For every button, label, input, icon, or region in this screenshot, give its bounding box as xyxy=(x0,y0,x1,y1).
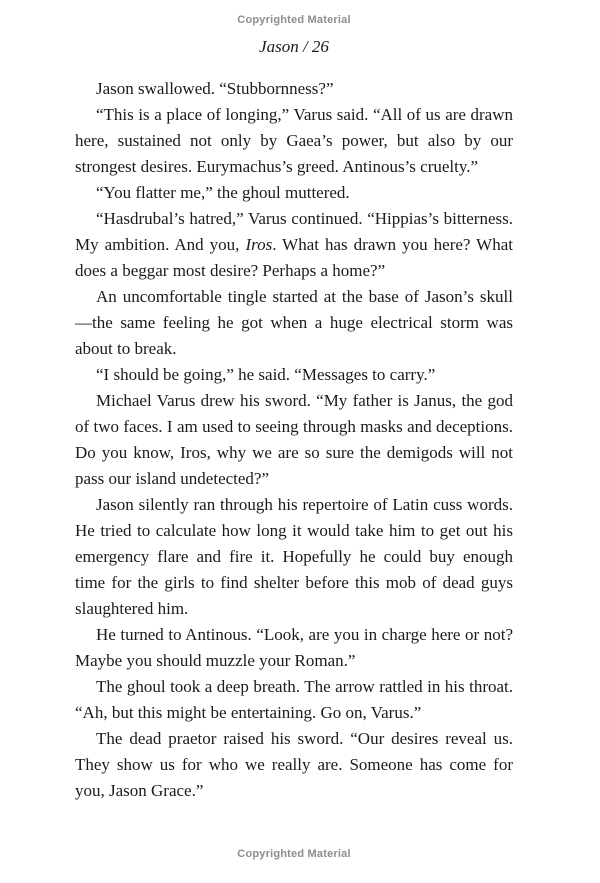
running-head: Jason / 26 xyxy=(259,37,329,56)
italic-run: Iros xyxy=(245,235,273,254)
paragraph xyxy=(75,388,513,492)
paragraph xyxy=(75,726,513,804)
text-run: “Hasdrubal’s hatred,” Varus continued. “Hippias’s bitterness. My ambition. And you, xyxy=(75,209,513,254)
paragraph xyxy=(75,622,513,674)
paragraph xyxy=(75,102,513,180)
text-run: Jason swallowed. “Stubbornness?” xyxy=(96,79,334,98)
text-run: Michael Varus drew his sword. “My father is Janus, the god of two faces. I am used to seeing through masks and deceptions. Do you know, Iros, why we are so sure the demigods will not pass our island undetected?” xyxy=(75,391,513,488)
text-run: He turned to Antinous. “Look, are you in charge here or not? Maybe you should muzzle your Roman.” xyxy=(75,625,513,670)
text-run: “I should be going,” he said. “Messages to carry.” xyxy=(96,365,436,384)
text-run: “This is a place of longing,” Varus said. “All of us are drawn here, sustained not only by Gaea’s power, but also by our strongest desires. Eurymachus’s greed. Antinous’s cruelty.” xyxy=(75,105,513,176)
text-run: An uncomfortable tingle started at the base of Jason’s skull—the same feeling he got when a huge electrical storm was about to break. xyxy=(75,287,513,358)
text-run: The dead praetor raised his sword. “Our desires reveal us. They show us for who we really are. Someone has come for you, Jason Grace.” xyxy=(75,729,513,800)
body-text xyxy=(75,76,513,804)
copyright-notice-bottom: Copyrighted Material xyxy=(237,848,351,860)
paragraph xyxy=(75,284,513,362)
paragraph xyxy=(75,674,513,726)
copyright-notice-top: Copyrighted Material xyxy=(237,14,351,26)
paragraph xyxy=(75,492,513,622)
text-run: The ghoul took a deep breath. The arrow rattled in his throat. “Ah, but this might be entertaining. Go on, Varus.” xyxy=(75,677,513,722)
paragraph xyxy=(75,180,513,206)
text-run: “You flatter me,” the ghoul muttered. xyxy=(96,183,350,202)
paragraph xyxy=(75,206,513,284)
text-run: Jason silently ran through his repertoire of Latin cuss words. He tried to calculate how long it would take him to get out his emergency flare and fire it. Hopefully he could buy enough time for the girls to find shelter before this mob of dead guys slaughtered him. xyxy=(75,495,513,618)
paragraph xyxy=(75,362,513,388)
text-run: . What has drawn you here? What does a beggar most desire? Perhaps a home?” xyxy=(75,235,513,280)
paragraph xyxy=(75,76,513,102)
